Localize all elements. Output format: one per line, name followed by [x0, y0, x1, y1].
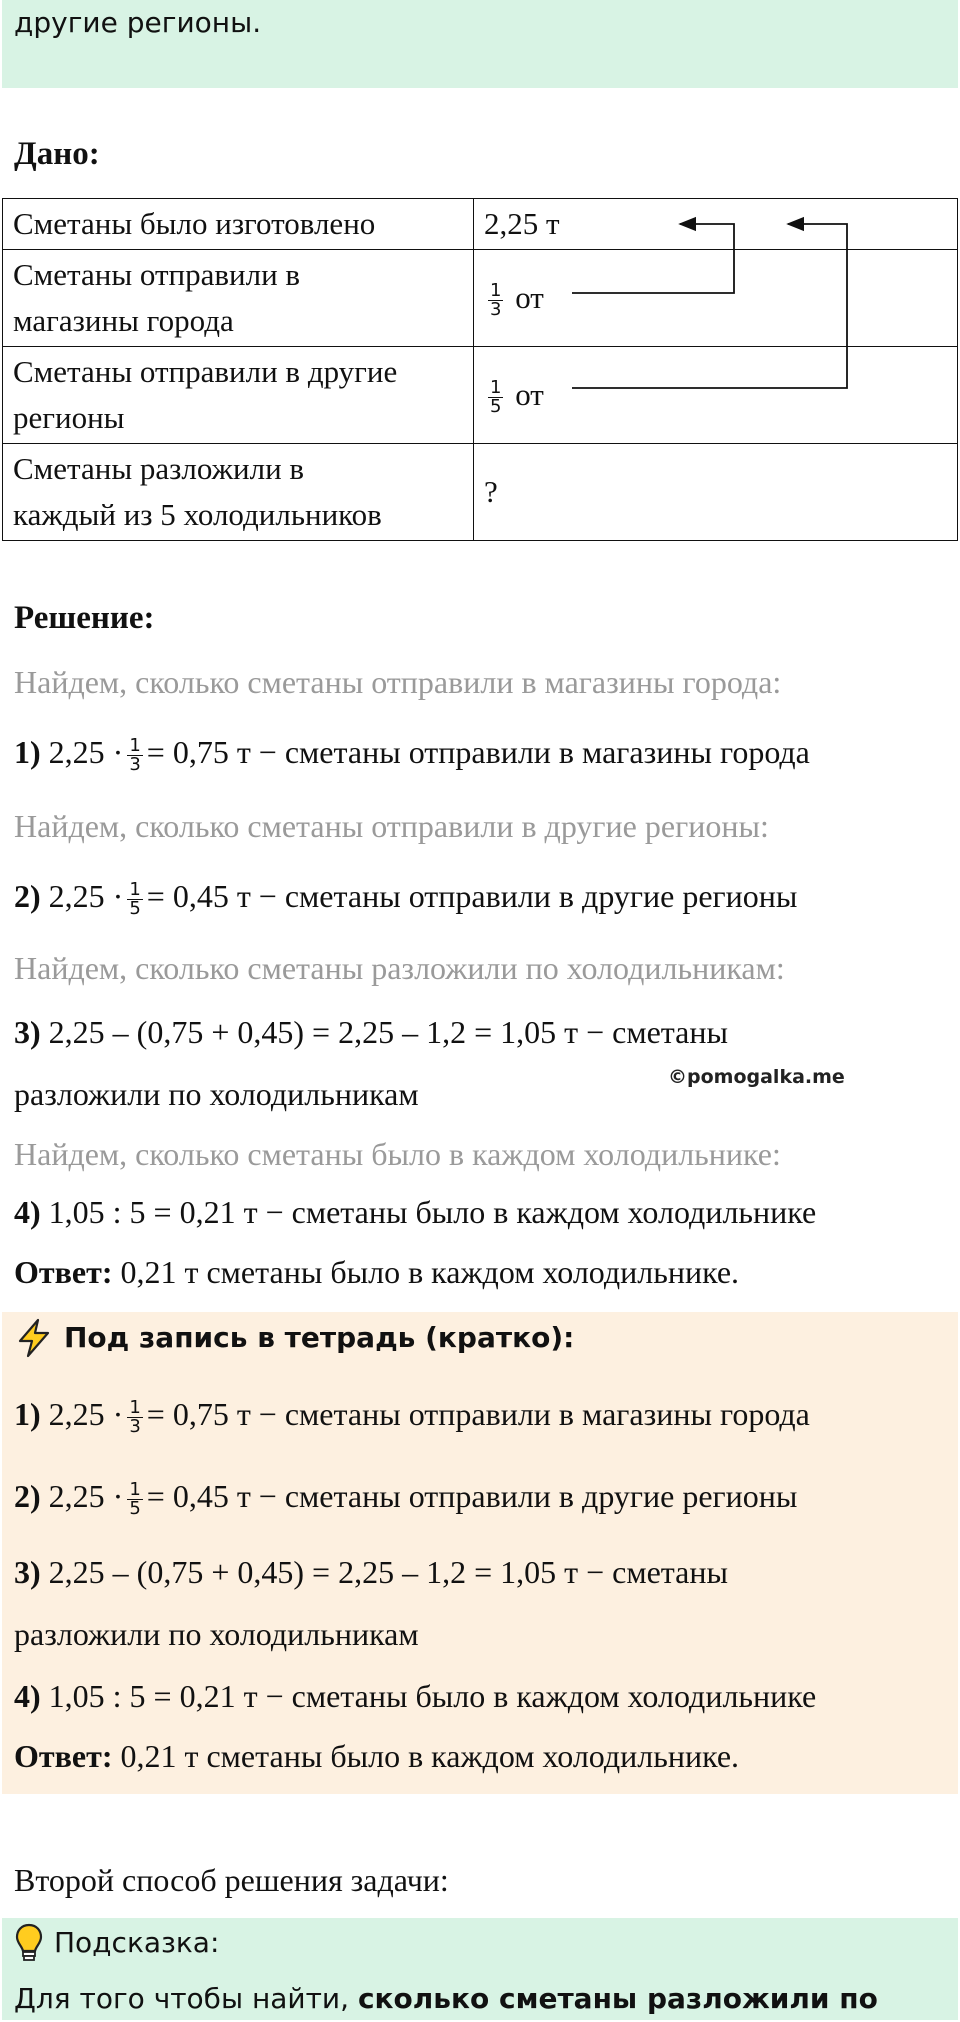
- solution-hint: Найдем, сколько сметаны отправили в магазины города:: [14, 664, 782, 700]
- fraction-denominator: 3: [490, 299, 502, 321]
- fraction-numerator: 1: [129, 1479, 141, 1501]
- step-number: 3): [14, 1014, 41, 1050]
- step-number: 1): [14, 734, 41, 770]
- given-label-line: магазины города: [13, 303, 234, 338]
- step-number: 4): [14, 1678, 41, 1714]
- step-text: = 0,75 т − сметаны отправили в магазины города: [146, 1396, 810, 1432]
- notebook-step: [14, 1392, 810, 1436]
- given-label-line: Сметаны отправили в другие: [13, 354, 398, 389]
- given-label-line: регионы: [13, 400, 125, 435]
- step-text: 2,25 ·: [48, 1478, 124, 1514]
- fraction: [488, 282, 503, 319]
- given-label: [3, 444, 474, 541]
- fraction: [127, 1399, 142, 1436]
- given-row: [3, 250, 958, 347]
- given-suffix: от: [515, 377, 544, 412]
- step-number: 1): [14, 1396, 41, 1432]
- given-value: [474, 250, 958, 347]
- lightbulb-icon: [14, 1922, 44, 1964]
- solution-step: [14, 1010, 728, 1054]
- solution-step: [14, 730, 810, 774]
- fraction-numerator: 1: [129, 1397, 141, 1419]
- given-label-line: Сметаны разложили в: [13, 451, 305, 486]
- given-label-line: Сметаны отправили в: [13, 257, 301, 292]
- step-text: 2,25 ·: [48, 878, 124, 914]
- fraction-numerator: 1: [490, 377, 502, 399]
- given-suffix: от: [515, 280, 544, 315]
- step-text: = 0,75 т − сметаны отправили в магазины города: [146, 734, 810, 770]
- given-label-line: каждый из 5 холодильников: [13, 497, 382, 532]
- answer: [14, 1250, 739, 1294]
- hint-title-text: Подсказка:: [54, 1926, 220, 1959]
- fraction: [127, 1481, 142, 1518]
- step-text: 1,05 : 5 = 0,21 т − сметаны было в каждом холодильнике: [48, 1678, 817, 1714]
- notebook-step: [14, 1550, 728, 1594]
- given-row: [3, 199, 958, 250]
- given-table: [2, 198, 958, 541]
- solution-step-continued: разложили по холодильникам: [14, 1076, 419, 1112]
- intro-text: другие регионы.: [14, 6, 262, 39]
- answer-label: Ответ:: [14, 1254, 113, 1290]
- fraction: [127, 737, 142, 774]
- step-text: 1,05 : 5 = 0,21 т − сметаны было в каждом холодильнике: [48, 1194, 817, 1230]
- given-value: [474, 347, 958, 444]
- step-text: 2,25 – (0,75 + 0,45) = 2,25 – 1,2 = 1,05 т − сметаны: [48, 1014, 728, 1050]
- solution-hint: Найдем, сколько сметаны разложили по холодильникам:: [14, 950, 785, 986]
- given-row: [3, 347, 958, 444]
- given-label: [3, 347, 474, 444]
- notebook-answer: [14, 1734, 739, 1778]
- step-text: = 0,45 т − сметаны отправили в другие регионы: [146, 1478, 798, 1514]
- fraction-denominator: 5: [129, 898, 141, 920]
- answer-label: Ответ:: [14, 1738, 113, 1774]
- notebook-step-continued: разложили по холодильникам: [14, 1616, 419, 1652]
- given-value: 2,25 т: [474, 199, 958, 250]
- second-method-label: Второй способ решения задачи:: [14, 1862, 449, 1898]
- fraction-denominator: 5: [490, 396, 502, 418]
- step-number: 2): [14, 1478, 41, 1514]
- intro-box: [2, 0, 958, 88]
- given-heading: Дано:: [14, 136, 100, 172]
- fraction-denominator: 5: [129, 1498, 141, 1520]
- fraction-numerator: 1: [129, 879, 141, 901]
- step-number: 2): [14, 878, 41, 914]
- solution-heading: Решение:: [14, 600, 155, 636]
- step-number: 4): [14, 1194, 41, 1230]
- step-number: 3): [14, 1554, 41, 1590]
- fraction-numerator: 1: [490, 280, 502, 302]
- fraction: [127, 881, 142, 918]
- notebook-title-text: Под запись в тетрадь (кратко):: [64, 1321, 575, 1354]
- hint-text: [14, 1976, 878, 2022]
- hint-title: [14, 1920, 219, 1966]
- lightning-icon: [14, 1318, 54, 1358]
- notebook-title: [14, 1316, 574, 1360]
- fraction-numerator: 1: [129, 735, 141, 757]
- fraction-denominator: 3: [129, 754, 141, 776]
- hint-text-bold: сколько сметаны разложили по: [357, 1982, 878, 2015]
- step-text: 2,25 – (0,75 + 0,45) = 2,25 – 1,2 = 1,05 т − сметаны: [48, 1554, 728, 1590]
- watermark: ©pomogalka.me: [668, 1066, 845, 1088]
- given-label: [3, 250, 474, 347]
- fraction: [488, 379, 503, 416]
- notebook-step: [14, 1474, 797, 1518]
- solution-step: [14, 1190, 816, 1234]
- step-text: 2,25 ·: [48, 734, 124, 770]
- given-row: [3, 444, 958, 541]
- solution-hint: Найдем, сколько сметаны отправили в другие регионы:: [14, 808, 769, 844]
- fraction-denominator: 3: [129, 1416, 141, 1438]
- solution-step: [14, 874, 797, 918]
- hint-text-plain: Для того чтобы найти,: [14, 1982, 350, 2015]
- given-label: Сметаны было изготовлено: [3, 199, 474, 250]
- solution-hint: Найдем, сколько сметаны было в каждом холодильнике:: [14, 1136, 781, 1172]
- notebook-step: [14, 1674, 816, 1718]
- answer-text: 0,21 т сметаны было в каждом холодильнике.: [120, 1254, 740, 1290]
- given-value: ?: [474, 444, 958, 541]
- step-text: 2,25 ·: [48, 1396, 124, 1432]
- step-text: = 0,45 т − сметаны отправили в другие регионы: [146, 878, 798, 914]
- answer-text: 0,21 т сметаны было в каждом холодильнике.: [120, 1738, 740, 1774]
